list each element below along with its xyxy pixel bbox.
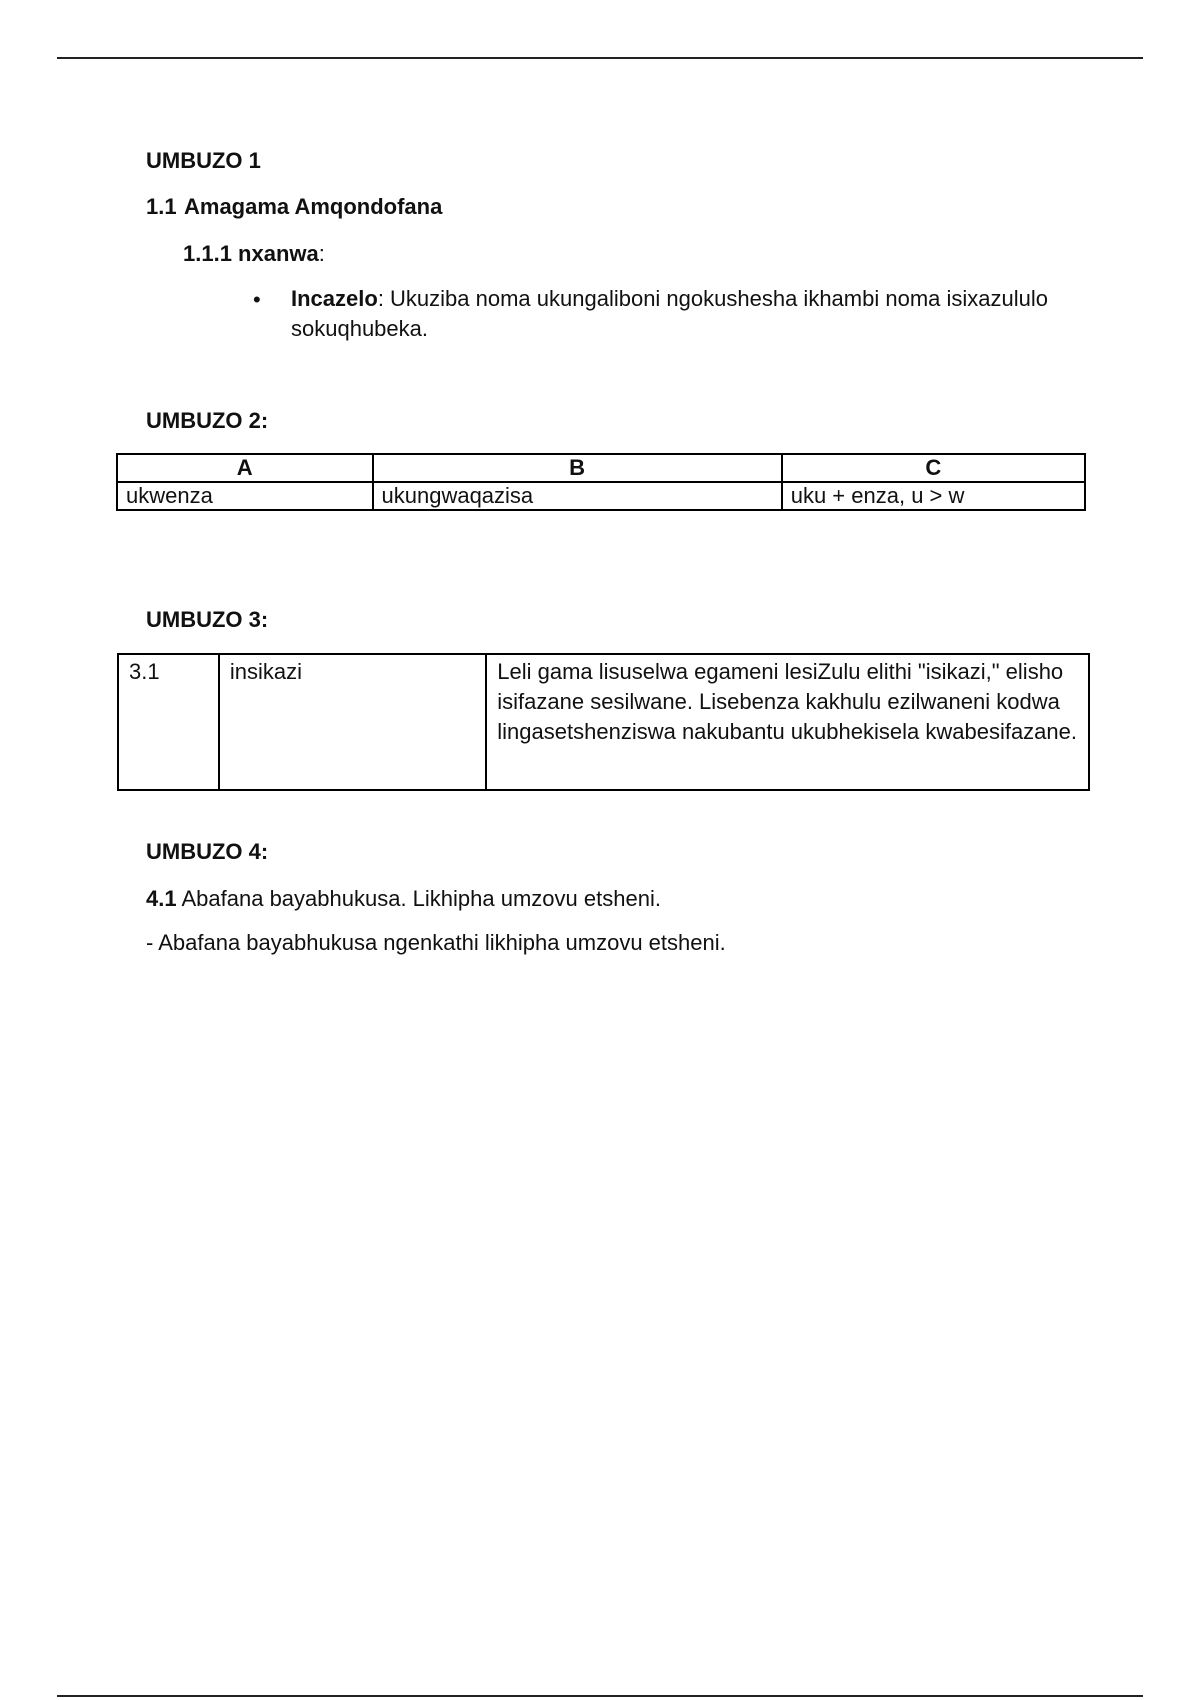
item-number: 4.1 [146, 886, 177, 911]
word-cell: insikazi [219, 654, 486, 790]
question-3-title: UMBUZO 3: [146, 607, 269, 632]
subsection-colon: : [318, 241, 325, 266]
question-4-answer: - Abafana bayabhukusa ngenkathi likhipha umzovu etsheni. [146, 930, 726, 955]
bullet-text: : Ukuziba noma ukungaliboni ngokushesha ikhambi noma isixazululo sokuqhubeka. [291, 286, 1048, 341]
bullet-item [291, 284, 1051, 344]
footer-rule [57, 1695, 1143, 1697]
table-header-row [117, 454, 1085, 482]
table-cell-c: uku + enza, u > w [782, 482, 1085, 510]
question-1-title: UMBUZO 1 [146, 148, 261, 173]
column-header-c: C [782, 454, 1085, 482]
table-cell-b: ukungwaqazisa [373, 482, 782, 510]
item-text: Abafana bayabhukusa. Likhipha umzovu etsheni. [176, 886, 661, 911]
column-header-a: A [117, 454, 373, 482]
table-row [118, 654, 1089, 790]
question-4-1 [146, 886, 661, 912]
question-3-table [117, 653, 1090, 791]
subsection-label: 1.1.1 nxanwa [183, 241, 319, 266]
section-title: Amagama Amqondofana [184, 194, 443, 219]
table-row [117, 482, 1085, 510]
question-2-table [116, 453, 1086, 511]
table-cell-a: ukwenza [117, 482, 373, 510]
question-2-title: UMBUZO 2: [146, 408, 269, 433]
subsection-1-1-1-heading [183, 241, 325, 267]
question-4-title: UMBUZO 4: [146, 839, 269, 864]
bullet-label: Incazelo [291, 286, 378, 311]
section-number: 1.1 [146, 194, 177, 219]
explanation-cell: Leli gama lisuselwa egameni lesiZulu elithi "isikazi," elisho isifazane sesilwane. Lisebenza kakhulu ezilwaneni kodwa lingasetshenziswa nakubantu ukubhekisela kwabesifazane. [486, 654, 1089, 790]
column-header-b: B [373, 454, 782, 482]
section-1-1-heading [146, 194, 442, 220]
bullet-icon: • [253, 287, 261, 312]
item-number-cell: 3.1 [118, 654, 219, 790]
header-rule [57, 57, 1143, 59]
